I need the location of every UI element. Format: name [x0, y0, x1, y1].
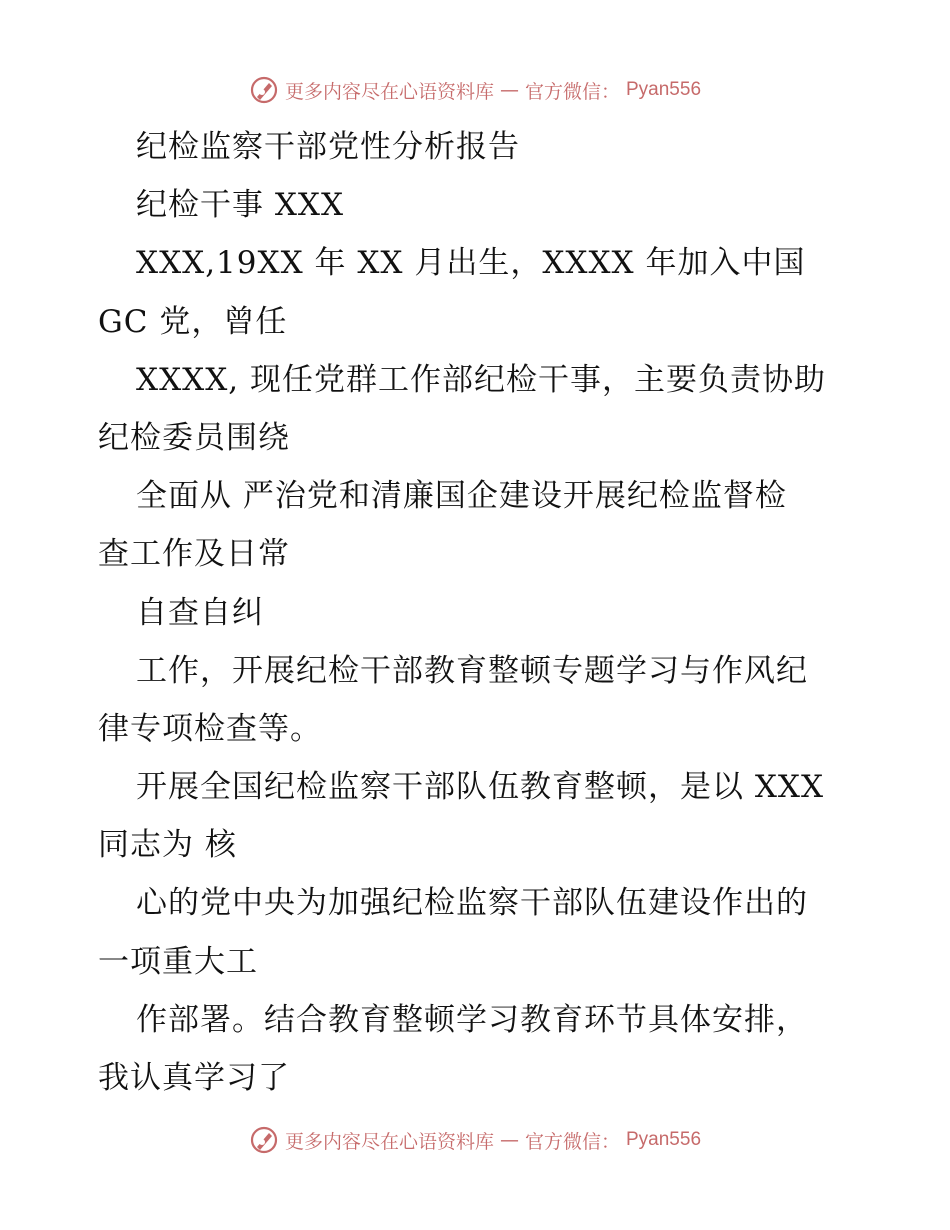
- doc-line: 同志为 核: [98, 827, 237, 864]
- doc-line: 我认真学习了: [98, 1060, 290, 1096]
- document-body: [98, 118, 858, 1107]
- watermark-label: 官方微信：: [524, 1130, 620, 1153]
- watermark-text: 更多内容尽在心语资料库: [284, 1130, 494, 1153]
- doc-line: 心的党中央为加强纪检监察干部队伍建设作出的: [136, 885, 808, 922]
- doc-line: 开展全国纪检监察干部队伍教育整顿，是以 XXX: [136, 769, 825, 806]
- watermark-separator: —: [499, 1129, 519, 1151]
- doc-author: 纪检干事 XXX: [136, 187, 345, 224]
- watermark-id: Pyan556: [626, 1129, 702, 1150]
- watermark-label: 官方微信：: [524, 80, 620, 103]
- header-watermark: [0, 70, 950, 110]
- doc-line: 工作，开展纪检干部教育整顿专题学习与作风纪: [136, 652, 808, 689]
- doc-line: 全面从 严治党和清廉国企建设开展纪检监督检: [136, 478, 787, 515]
- doc-line: 作部署。结合教育整顿学习教育环节具体安排，: [136, 1001, 808, 1038]
- doc-line: 律专项检查等。: [98, 710, 322, 747]
- watermark-separator: —: [499, 79, 519, 101]
- doc-line: XXX,19XX 年 XX 月出生，XXXX 年加入中国: [136, 245, 806, 282]
- watermark-id: Pyan556: [626, 79, 702, 100]
- footer-watermark: [0, 1120, 950, 1160]
- pen-circle-logo-icon: [249, 75, 279, 105]
- doc-line: GC 党，曾任: [98, 303, 288, 340]
- doc-line: 纪检委员围绕: [98, 419, 290, 456]
- doc-line: 一项重大工: [98, 943, 258, 980]
- doc-line: 自查自纠: [136, 594, 264, 631]
- doc-line: 查工作及日常: [98, 536, 290, 573]
- pen-circle-logo-icon: [249, 1125, 279, 1155]
- watermark-text: 更多内容尽在心语资料库: [284, 80, 494, 103]
- doc-title: 纪检监察干部党性分析报告: [136, 129, 520, 165]
- doc-line: XXXX, 现任党群工作部纪检干事，主要负责协助: [136, 361, 826, 398]
